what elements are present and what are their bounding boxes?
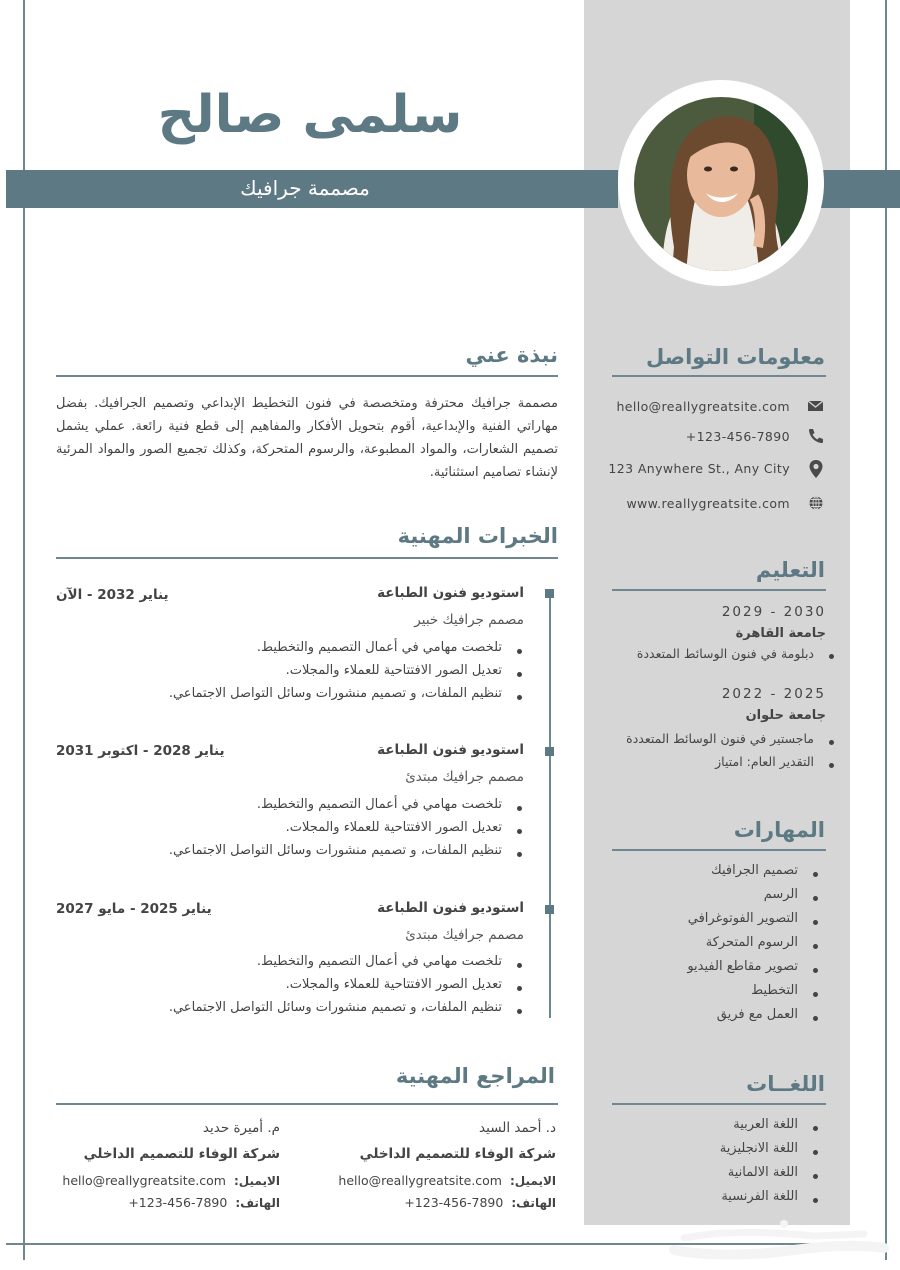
job-duties (169, 640, 524, 709)
reference-phone (128, 1195, 280, 1210)
list-item: التخطيط (687, 983, 820, 1007)
skills-rule (612, 849, 826, 851)
list-item: تنظيم الملفات، و تصميم منشورات وسائل التواصل الاجتماعي. (169, 1000, 524, 1023)
list-item: التقدير العام: امتياز (626, 754, 836, 777)
education-years: 2022 - 2025 (721, 686, 826, 702)
email-label: الايميل: (233, 1174, 280, 1188)
profile-photo (634, 97, 808, 271)
phone-icon (806, 426, 826, 446)
list-item: اللغة الفرنسية (720, 1189, 820, 1213)
job-company: استوديو فنون الطباعة (377, 900, 524, 916)
job-company: استوديو فنون الطباعة (377, 742, 524, 758)
skills-list (687, 863, 820, 1031)
reference-phone (404, 1195, 556, 1210)
list-item: اللغة الالمانية (720, 1165, 820, 1189)
experience-rule (56, 557, 558, 559)
skills-title: المهارات (733, 818, 825, 842)
job-company: استوديو فنون الطباعة (377, 585, 524, 601)
contact-phone-row (612, 426, 826, 450)
email-label: الايميل: (509, 1174, 556, 1188)
timeline-marker (545, 905, 554, 914)
list-item: اللغة الانجليزية (720, 1141, 820, 1165)
languages-title: اللغــات (746, 1072, 825, 1096)
reference-email (62, 1173, 280, 1188)
phone-label: الهاتف: (235, 1196, 280, 1210)
contact-address: 123 Anywhere St., Any City (608, 461, 790, 476)
haraj-watermark-logo (664, 1212, 892, 1262)
header-band-right (820, 170, 900, 208)
references-title: المراجع المهنية (395, 1064, 555, 1088)
contact-address-row (608, 458, 826, 482)
list-item: الرسم (687, 887, 820, 911)
reference-company: شركة الوفاء للتصميم الداخلي (83, 1146, 280, 1162)
phone-value: +123-456-7890 (128, 1195, 228, 1210)
reference-company: شركة الوفاء للتصميم الداخلي (359, 1146, 556, 1162)
job-dates: يناير 2025 - مايو 2027 (56, 901, 212, 917)
list-item: تلخصت مهامي في أعمال التصميم والتخطيط. (169, 640, 524, 663)
contact-email: hello@reallygreatsite.com (616, 399, 790, 414)
references-rule (56, 1103, 558, 1105)
email-value: hello@reallygreatsite.com (338, 1173, 502, 1188)
list-item: تنظيم الملفات، و تصميم منشورات وسائل التواصل الاجتماعي. (169, 843, 524, 866)
phone-value: +123-456-7890 (404, 1195, 504, 1210)
education-title: التعليم (755, 558, 825, 582)
experience-title: الخبرات المهنية (397, 524, 558, 548)
about-text: مصممة جرافيك محترفة ومتخصصة في فنون التخطيط الإبداعي وتصميم الجرافيك. بفضل مهاراتي الفنية والإبداعية، أقوم بتحويل الأفكار والمفاهيم إلى قطع فنية رائعة. عملي يشمل تصميم الشعارات، والمواد المطبوعة، والرسوم المتحركة، وكذلك تجميع الصور والمواد المرئية لإنشاء تصاميم استثنائية. (56, 396, 558, 480)
email-icon (806, 396, 826, 416)
person-name: سلمى صالح (157, 85, 463, 145)
job-title: مصممة جرافيك (240, 176, 370, 200)
timeline-marker (545, 589, 554, 598)
education-details (637, 646, 836, 668)
list-item: تعديل الصور الافتتاحية للعملاء والمجلات. (169, 820, 524, 843)
job-duties (169, 797, 524, 866)
list-item: تلخصت مهامي في أعمال التصميم والتخطيط. (169, 954, 524, 977)
about-title: نبذة عني (465, 343, 558, 367)
languages-list (720, 1117, 820, 1213)
contact-website-row (612, 493, 826, 517)
location-pin-icon (806, 458, 826, 478)
education-rule (612, 589, 826, 591)
reference-name: د. أحمد السيد (479, 1120, 556, 1136)
contact-email-row (612, 396, 826, 420)
list-item: تلخصت مهامي في أعمال التصميم والتخطيط. (169, 797, 524, 820)
job-role: مصمم جرافيك خبير (414, 612, 524, 628)
list-item: تعديل الصور الافتتاحية للعملاء والمجلات. (169, 977, 524, 1000)
list-item: تنظيم الملفات، و تصميم منشورات وسائل التواصل الاجتماعي. (169, 686, 524, 709)
phone-label: الهاتف: (511, 1196, 556, 1210)
contact-phone: +123-456-7890 (685, 429, 790, 444)
globe-icon (806, 493, 826, 513)
job-duties (169, 954, 524, 1023)
list-item: تصوير مقاطع الفيديو (687, 959, 820, 983)
contact-website: www.reallygreatsite.com (626, 496, 790, 511)
languages-rule (612, 1103, 826, 1105)
education-university: جامعة القاهرة (735, 626, 826, 641)
list-item: تعديل الصور الافتتاحية للعملاء والمجلات. (169, 663, 524, 686)
reference-email (338, 1173, 556, 1188)
list-item: تصميم الجرافيك (687, 863, 820, 887)
education-university: جامعة حلوان (745, 708, 826, 723)
list-item: الرسوم المتحركة (687, 935, 820, 959)
contact-title: معلومات التواصل (646, 345, 825, 369)
list-item: ماجستير في فنون الوسائط المتعددة (626, 731, 836, 754)
job-dates: يناير 2032 - الآن (56, 587, 169, 603)
job-role: مصمم جرافيك مبتدئ (405, 769, 524, 785)
email-value: hello@reallygreatsite.com (62, 1173, 226, 1188)
education-years: 2029 - 2030 (721, 604, 826, 620)
timeline-marker (545, 747, 554, 756)
job-dates: يناير 2028 - اكتوبر 2031 (56, 743, 225, 759)
contact-rule (612, 375, 826, 377)
list-item: اللغة العربية (720, 1117, 820, 1141)
list-item: دبلومة في فنون الوسائط المتعددة (637, 646, 836, 668)
list-item: العمل مع فريق (687, 1007, 820, 1031)
education-details (626, 731, 836, 777)
reference-name: م. أميرة حديد (202, 1120, 280, 1136)
timeline (549, 592, 551, 1018)
list-item: التصوير الفوتوغرافي (687, 911, 820, 935)
job-role: مصمم جرافيك مبتدئ (405, 927, 524, 943)
about-rule (56, 375, 558, 377)
